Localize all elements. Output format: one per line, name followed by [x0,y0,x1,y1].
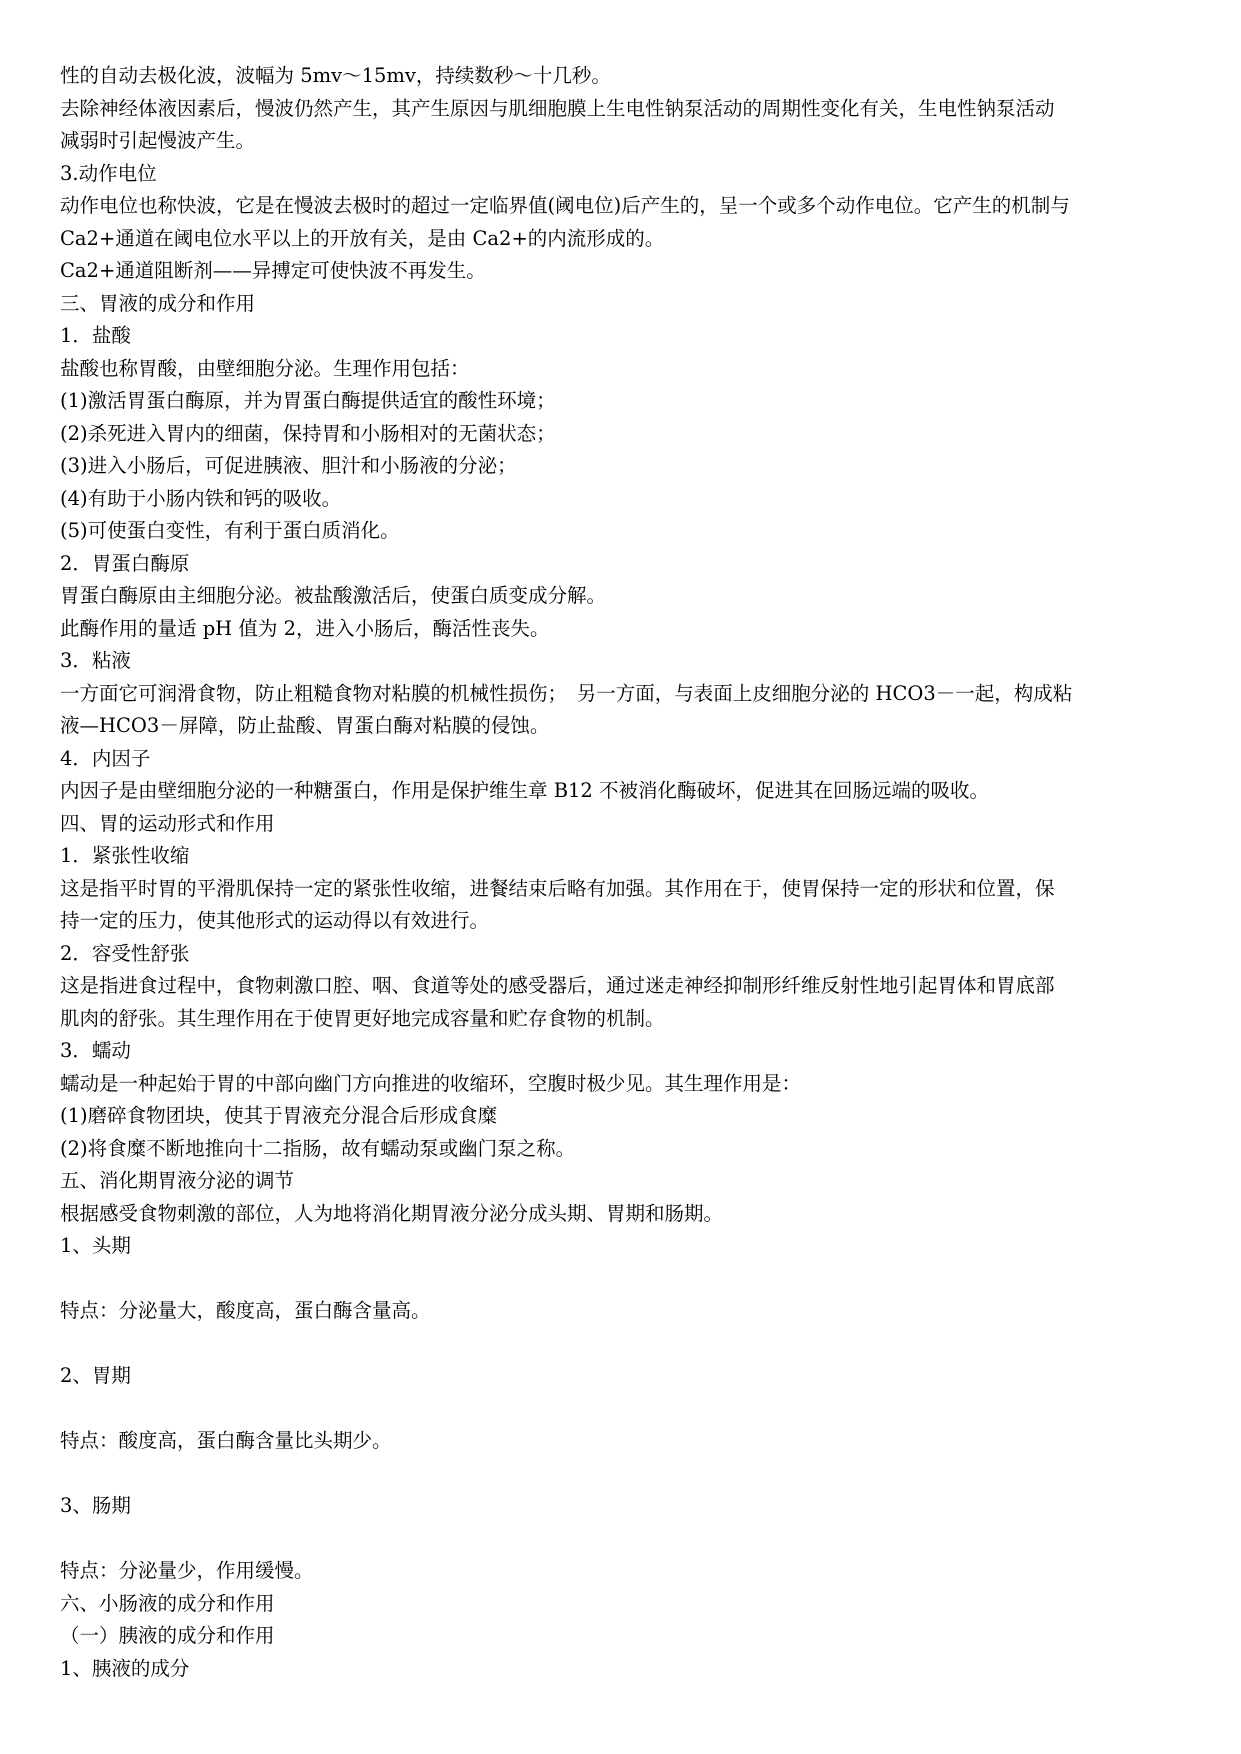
text-line: 1．盐酸 [60,324,131,347]
blank-line [60,1393,1190,1426]
text-line: 此酶作用的量适 pH 值为 2，进入小肠后，酶活性丧失。 [60,616,550,640]
text-line: 3.动作电位 [60,161,157,185]
text-line: 根据感受食物刺激的部位，人为地将消化期胃液分泌分成头期、胃期和肠期。 [60,1201,724,1225]
text-line: 2、胃期 [60,1364,131,1387]
text-line: Ca2+通道阻断剂——异搏定可使快波不再发生。 [60,259,486,282]
text-line: 一方面它可润滑食物，防止粗糙食物对粘膜的机械性损伤； 另一方面，与表面上皮细胞分泌的 HCO3－一起，构成粘 [60,681,1073,705]
text-line: 持一定的压力，使其他形式的运动得以有效进行。 [60,909,490,932]
text-line: 减弱时引起慢波产生。 [60,129,256,152]
text-line: 3、肠期 [60,1494,131,1517]
text-line: 胃蛋白酶原由主细胞分泌。被盐酸激活后，使蛋白质变成分解。 [60,584,607,607]
text-line: (4)有助于小肠内铁和钙的吸收。 [60,486,342,510]
blank-line [60,1263,1190,1296]
text-line: 肌肉的舒张。其生理作用在于使胃更好地完成容量和贮存食物的机制。 [60,1006,665,1030]
text-line: 2．容受性舒张 [60,941,190,965]
text-line: 五、消化期胃液分泌的调节 [60,1169,295,1192]
text-line: 去除神经体液因素后，慢波仍然产生，其产生原因与肌细胞膜上生电性钠泵活动的周期性变化有关，生电性钠泵活动 [60,96,1055,120]
document-body [60,60,1190,1685]
text-line: (1)磨碎食物团块，使其于胃液充分混合后形成食糜 [60,1104,498,1127]
text-line: 3．粘液 [60,649,131,672]
text-line: 三、胃液的成分和作用 [60,291,256,315]
text-line: Ca2+通道在阈电位水平以上的开放有关，是由 Ca2+的内流形成的。 [60,226,665,250]
text-line: 四、胃的运动形式和作用 [60,811,275,835]
text-line: 3．蠕动 [60,1039,131,1062]
text-line: 1、头期 [60,1234,131,1257]
text-line: 这是指进食过程中，食物刺激口腔、咽、食道等处的感受器后，通过迷走神经抑制形纤维反射性地引起胃体和胃底部 [60,974,1055,997]
text-line: 1．紧张性收缩 [60,844,190,867]
text-line: 2．胃蛋白酶原 [60,551,190,575]
text-line: (1)激活胃蛋白酶原，并为胃蛋白酶提供适宜的酸性环境； [60,389,556,412]
text-line: 动作电位也称快波，它是在慢波去极时的超过一定临界值(阈电位)后产生的，呈一个或多个动作电位。它产生的机制与 [60,194,1070,217]
text-line: 4．内因子 [60,746,151,770]
blank-line [60,1458,1190,1491]
text-line: 1、胰液的成分 [60,1656,190,1680]
text-line: 液—HCO3－屏障，防止盐酸、胃蛋白酶对粘膜的侵蚀。 [60,714,550,737]
text-line: 性的自动去极化波，波幅为 5mv～15mv，持续数秒～十几秒。 [60,64,611,87]
text-line: 这是指平时胃的平滑肌保持一定的紧张性收缩，进餐结束后略有加强。其作用在于，使胃保持一定的形状和位置，保 [60,876,1055,900]
text-line: 特点：分泌量大，酸度高，蛋白酶含量高。 [60,1299,431,1322]
blank-line [60,1523,1190,1556]
text-line: 内因子是由壁细胞分泌的一种糖蛋白，作用是保护维生章 B12 不被消化酶破坏，促进其在回肠远端的吸收。 [60,779,990,802]
text-line: 六、小肠液的成分和作用 [60,1591,275,1615]
text-line: (2)杀死进入胃内的细菌，保持胃和小肠相对的无菌状态； [60,421,556,445]
text-line: 蠕动是一种起始于胃的中部向幽门方向推进的收缩环，空腹时极少见。其生理作用是： [60,1071,802,1095]
text-line: (3)进入小肠后，可促进胰液、胆汁和小肠液的分泌； [60,454,517,477]
text-line: 特点：酸度高，蛋白酶含量比头期少。 [60,1429,392,1452]
text-line: 特点：分泌量少，作用缓慢。 [60,1559,314,1582]
text-line: (2)将食糜不断地推向十二指肠，故有蠕动泵或幽门泵之称。 [60,1136,576,1160]
text-line: (5)可使蛋白变性，有利于蛋白质消化。 [60,519,400,542]
text-line: （一）胰液的成分和作用 [60,1624,275,1647]
blank-line [60,1328,1190,1361]
text-line: 盐酸也称胃酸，由壁细胞分泌。生理作用包括： [60,356,470,380]
